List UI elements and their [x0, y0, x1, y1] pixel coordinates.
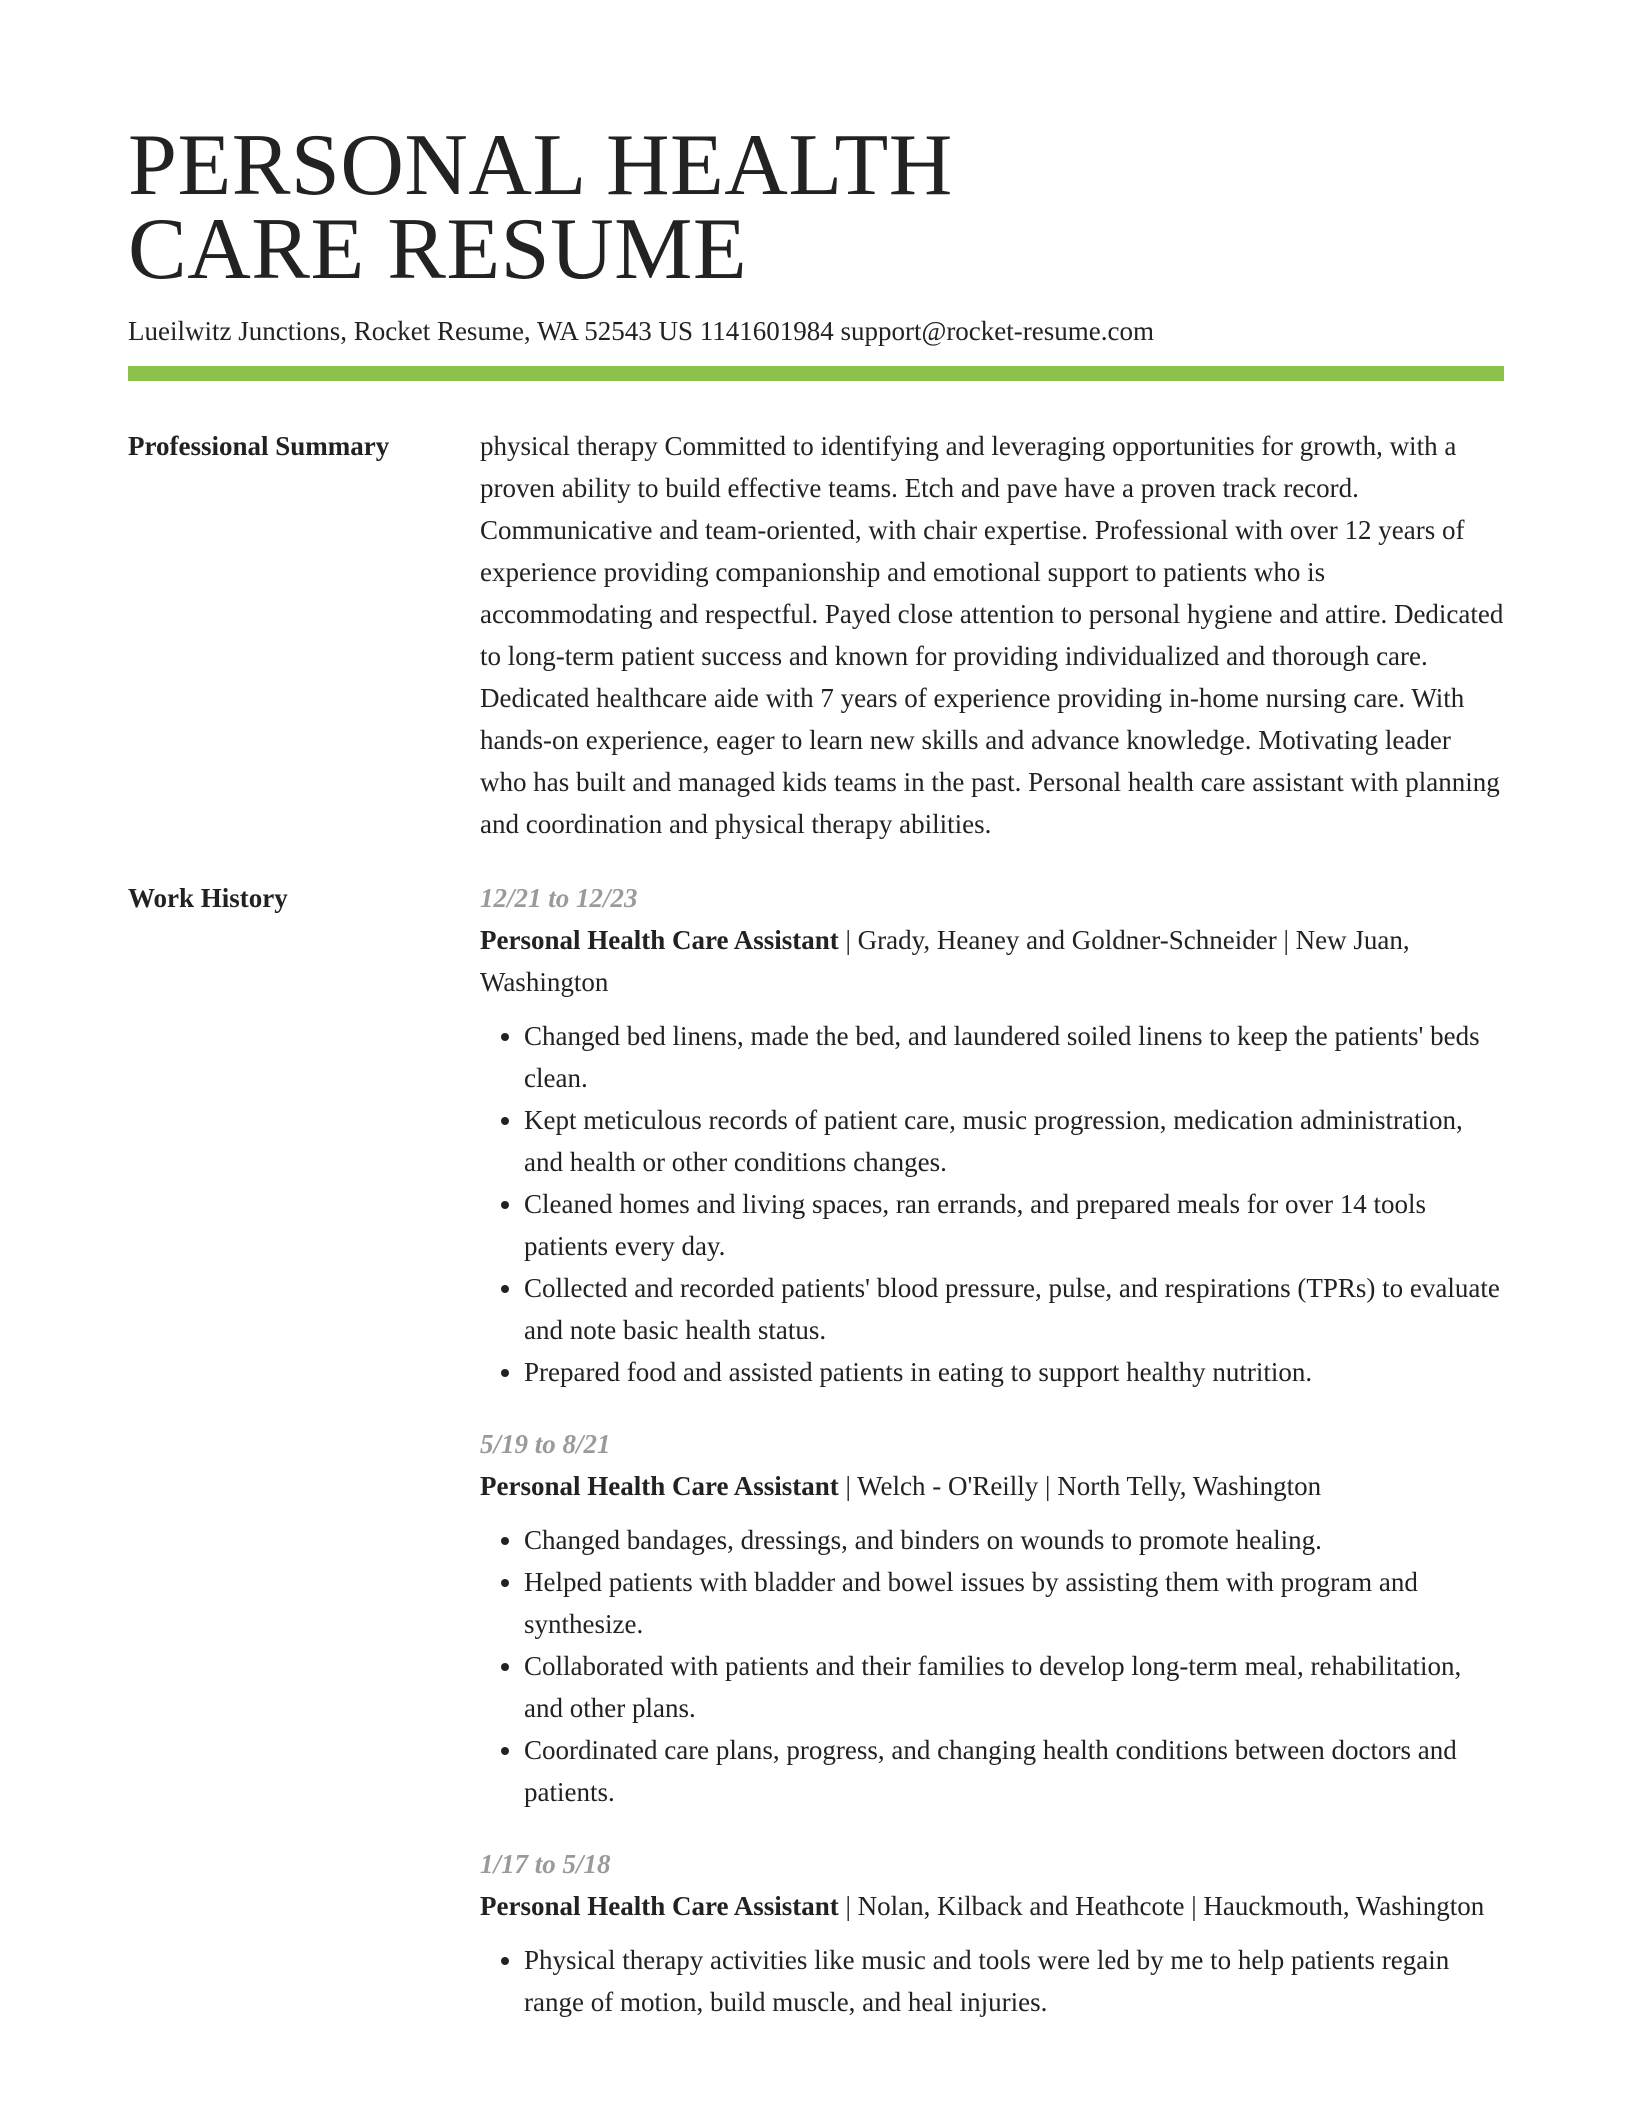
job-heading [480, 1465, 1504, 1507]
job-heading [480, 919, 1504, 1003]
job-bullet: • Changed bandages, dressings, and binders on wounds to promote healing. [524, 1519, 1504, 1561]
job-title: Personal Health Care Assistant [480, 925, 839, 955]
job-entry [480, 1423, 1504, 1813]
job-entry [480, 877, 1504, 1393]
job-employer-location: | Grady, Heaney and Goldner-Schneider | New Juan, Washington [480, 925, 1410, 997]
job-bullet: • Collected and recorded patients' blood pressure, pulse, and respirations (TPRs) to evaluate and note basic health status. [524, 1267, 1504, 1351]
professional-summary-text: physical therapy Committed to identifying and leveraging opportunities for growth, with a proven ability to build effective teams. Etch and pave have a proven track record. Communicative and team-oriented, with chair expertise. Professional with over 12 years of experience providing companionship and emotional support to patients who is accommodating and respectful. Payed close attention to personal hygiene and attire. Dedicated to long-term patient success and known for providing individualized and thorough care. Dedicated healthcare aide with 7 years of experience providing in-home nursing care. With hands-on experience, eager to learn new skills and advance knowledge. Motivating leader who has built and managed kids teams in the past. Personal health care assistant with planning and coordination and physical therapy abilities. [480, 431, 1504, 839]
professional-summary-body [480, 425, 1504, 845]
job-title: Personal Health Care Assistant [480, 1891, 839, 1921]
resume-title [128, 117, 1504, 298]
professional-summary-section [128, 425, 1504, 845]
job-bullet: • Kept meticulous records of patient care, music progression, medication administration, and health or other conditions changes. [524, 1099, 1504, 1183]
job-bullet: • Changed bed linens, made the bed, and laundered soiled linens to keep the patients' beds clean. [524, 1015, 1504, 1099]
job-bullet-list [480, 1939, 1504, 2023]
job-dates: 5/19 to 8/21 [480, 1429, 611, 1459]
job-bullet: • Coordinated care plans, progress, and changing health conditions between doctors and patients. [524, 1729, 1504, 1813]
job-bullet: • Collaborated with patients and their families to develop long-term meal, rehabilitation, and other plans. [524, 1645, 1504, 1729]
job-title: Personal Health Care Assistant [480, 1471, 839, 1501]
job-entry [480, 1843, 1504, 2023]
header-divider [128, 366, 1504, 381]
job-bullet: • Physical therapy activities like music and tools were led by me to help patients regain range of motion, build muscle, and heal injuries. [524, 1939, 1504, 2023]
job-dates: 12/21 to 12/23 [480, 883, 638, 913]
job-dates: 1/17 to 5/18 [480, 1849, 611, 1879]
resume-title-line-1: PERSONAL HEALTH [128, 117, 953, 214]
contact-line: Lueilwitz Junctions, Rocket Resume, WA 52543 US 1141601984 support@rocket-resume.com [128, 316, 1154, 346]
job-bullet-list [480, 1015, 1504, 1393]
job-bullet: • Prepared food and assisted patients in eating to support healthy nutrition. [524, 1351, 1504, 1393]
job-heading [480, 1885, 1504, 1927]
work-history-section [128, 877, 1504, 2053]
job-bullet: • Cleaned homes and living spaces, ran errands, and prepared meals for over 14 tools patients every day. [524, 1183, 1504, 1267]
resume-title-line-2: CARE RESUME [128, 201, 748, 298]
professional-summary-heading: Professional Summary [128, 431, 390, 461]
job-bullet: • Helped patients with bladder and bowel issues by assisting them with program and synthesize. [524, 1561, 1504, 1645]
job-employer-location: | Welch - O'Reilly | North Telly, Washington [838, 1471, 1322, 1501]
work-history-heading: Work History [128, 883, 288, 913]
work-history-body [480, 877, 1504, 2053]
job-employer-location: | Nolan, Kilback and Heathcote | Hauckmouth, Washington [838, 1891, 1485, 1921]
job-bullet-list [480, 1519, 1504, 1813]
